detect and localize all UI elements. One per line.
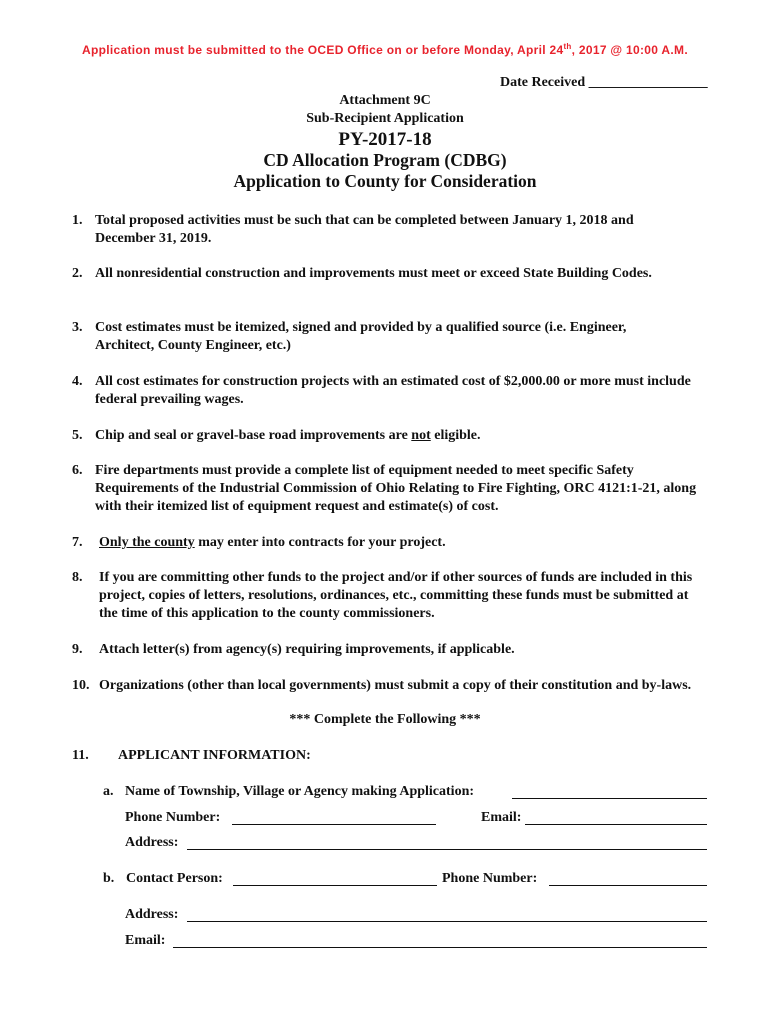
item-number: 8. <box>72 570 83 585</box>
item-text: All nonresidential construction and improvements must meet or exceed State Building Codes. <box>95 266 652 281</box>
applicant-address-label: Address: <box>125 835 179 850</box>
contact-phone-label: Phone Number: <box>442 871 538 886</box>
applicant-email-field[interactable] <box>525 824 707 825</box>
contact-email-label: Email: <box>125 933 166 948</box>
item-text-end: eligible. <box>430 428 481 443</box>
item-number: 7. <box>72 535 83 550</box>
item-number: 2. <box>72 266 83 281</box>
notice-text: Application must be submitted to the OCED Office on or before Monday, April 24 <box>82 43 564 57</box>
subsection-a-letter: a. <box>103 784 114 799</box>
applicant-name-field[interactable] <box>512 798 707 799</box>
item-number: 9. <box>72 642 83 657</box>
item-text: Total proposed activities must be such that can be completed between January 1, 2018 and December 31, 2019. <box>95 213 634 246</box>
item-number: 3. <box>72 320 83 335</box>
section-number: 11. <box>72 748 89 763</box>
item-number: 5. <box>72 428 83 443</box>
complete-following-heading: *** Complete the Following *** <box>289 712 481 727</box>
item-text: Cost estimates must be itemized, signed and provided by a qualified source (i.e. Engineer, Architect, County Engineer, etc.) <box>95 320 627 353</box>
item-text: If you are committing other funds to the project and/or if other sources of funds are included in this project, copies of letters, resolutions, ordinances, etc., committing these funds must be submitted at the time of this application to the county commissioners. <box>99 570 693 621</box>
item-number: 4. <box>72 374 83 389</box>
item-number: 1. <box>72 213 83 228</box>
application-title: Application to County for Consideration <box>233 171 537 191</box>
contact-address-label: Address: <box>125 907 179 922</box>
applicant-email-label: Email: <box>481 810 522 825</box>
program-year-title: PY-2017-18 <box>338 129 432 150</box>
item-number: 10. <box>72 678 90 693</box>
date-received-field[interactable]: Date Received _________________ <box>500 75 708 90</box>
item-emphasis-text: Only the county <box>99 535 195 550</box>
contact-email-field[interactable] <box>173 947 707 948</box>
section-title: APPLICANT INFORMATION: <box>118 748 311 763</box>
item-text: Attach letter(s) from agency(s) requiring improvements, if applicable. <box>99 642 515 657</box>
item-text: All cost estimates for construction projects with an estimated cost of $2,000.00 or more must include federal prevailing wages. <box>95 374 691 407</box>
document-subtitle: Sub-Recipient Application <box>306 111 464 126</box>
item-text: Fire departments must provide a complete list of equipment needed to meet specific Safety Requirements of the Industrial Commission of Ohio Relating to Fire Fighting, ORC 4121:1-21, along with their itemized list of equipment request and estimate(s) of cost. <box>95 463 697 514</box>
item-text: Organizations (other than local governments) must submit a copy of their constitution and by-laws. <box>99 678 692 693</box>
applicant-name-label: Name of Township, Village or Agency making Application: <box>125 784 475 799</box>
applicant-phone-label: Phone Number: <box>125 810 221 825</box>
item-emphasis-text: not <box>411 428 431 443</box>
notice-text-end: , 2017 @ 10:00 A.M. <box>571 43 688 57</box>
subsection-b-letter: b. <box>103 871 115 886</box>
program-title: CD Allocation Program (CDBG) <box>263 150 507 170</box>
applicant-address-field[interactable] <box>187 849 707 850</box>
attachment-label: Attachment 9C <box>339 93 431 108</box>
item-text-end: may enter into contracts for your project. <box>194 535 446 550</box>
applicant-phone-field[interactable] <box>232 824 436 825</box>
submission-deadline-notice <box>0 42 770 57</box>
contact-person-field[interactable] <box>233 885 437 886</box>
contact-phone-field[interactable] <box>549 885 707 886</box>
item-number: 6. <box>72 463 83 478</box>
contact-address-field[interactable] <box>187 921 707 922</box>
item-text: Chip and seal or gravel-base road improvements are <box>95 428 412 443</box>
notice-ordinal-suffix: th <box>563 42 572 51</box>
contact-person-label: Contact Person: <box>126 871 223 886</box>
